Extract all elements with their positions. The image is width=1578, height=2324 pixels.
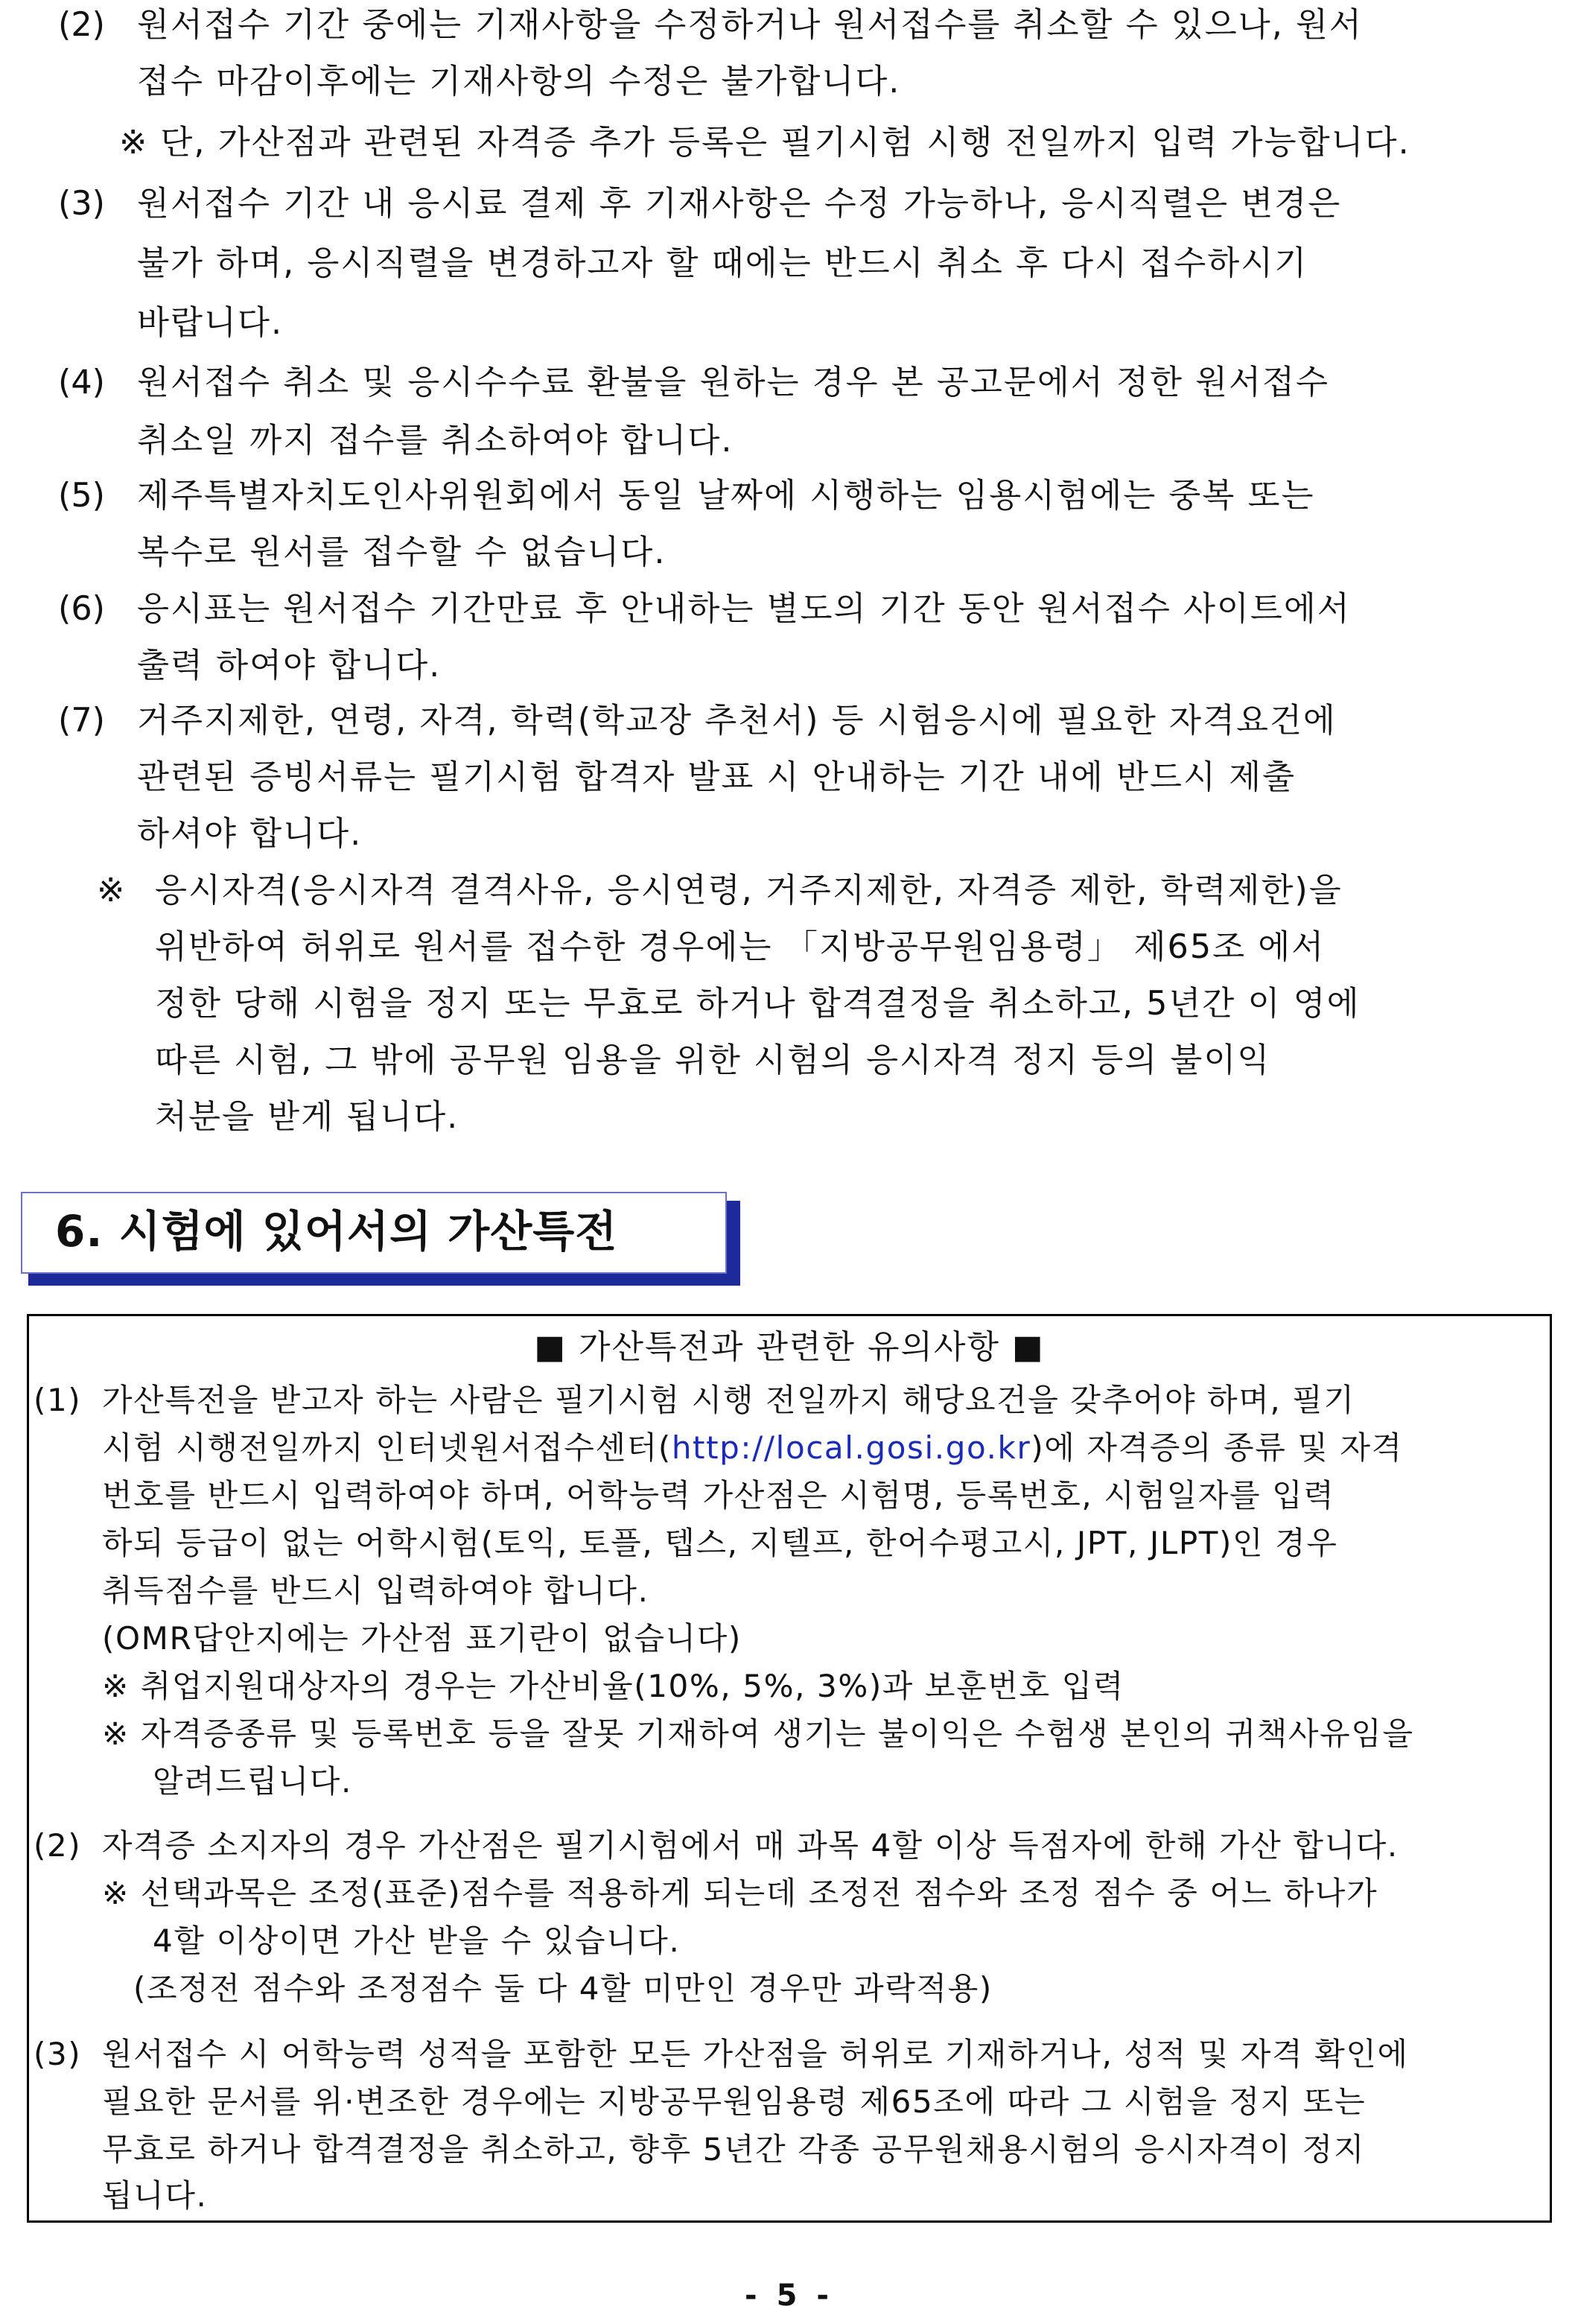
item-text: 원서접수 기간 내 응시료 결제 후 기재사항은 수정 가능하나, 응시직렬은 변경은 <box>137 185 1342 223</box>
note-text: ※ 단, 가산점과 관련된 자격증 추가 등록은 필기시험 시행 전일까지 입력 가능합니다. <box>119 124 1410 162</box>
notice-text: 원서접수 시 어학능력 성적을 포함한 모든 가산점을 허위로 기재하거나, 성적 및 자격 확인에 <box>102 2036 1409 2072</box>
item-number: (4) <box>58 363 106 401</box>
item-text: 취소일 까지 접수를 취소하여야 합니다. <box>137 422 734 460</box>
item-text: 하셔야 합니다. <box>137 815 363 853</box>
notice-text: )에 자격증의 종류 및 자격 <box>1031 1429 1403 1466</box>
notice-item-number: (2) <box>34 1827 82 1864</box>
notice-box <box>27 1314 1552 2223</box>
item-text: 관련된 증빙서류는 필기시험 합격자 발표 시 안내하는 기간 내에 반드시 제출 <box>137 758 1297 796</box>
notice-text: ※ 선택과목은 조정(표준)점수를 적용하게 되는데 조정전 점수와 조정 점수 중 어느 하나가 <box>102 1875 1378 1911</box>
item-text: 바랍니다. <box>137 304 284 342</box>
item-number: (2) <box>58 6 106 44</box>
notice-text: 가산특전을 받고자 하는 사람은 필기시험 시행 전일까지 해당요건을 갖추어야 하며, 필기 <box>102 1382 1355 1418</box>
note-text: 위반하여 허위로 원서를 접수한 경우에는 「지방공무원임용령」 제65조 에서 <box>155 928 1326 966</box>
notice-text: (조정전 점수와 조정점수 둘 다 4할 미만인 경우만 과락적용) <box>133 1970 993 2007</box>
notice-item-number: (3) <box>34 2036 82 2072</box>
notice-text: 알려드립니다. <box>153 1763 352 1800</box>
item-text: 접수 마감이후에는 기재사항의 수정은 불가합니다. <box>137 63 901 101</box>
item-number: (7) <box>58 702 106 740</box>
notice-text: ※ 자격증종류 및 등록번호 등을 잘못 기재하여 생기는 불이익은 수험생 본인의 귀책사유임을 <box>102 1715 1414 1752</box>
notice-item-number: (1) <box>34 1382 82 1418</box>
notice-text: 됩니다. <box>102 2177 208 2214</box>
notice-text: 4할 이상이면 가산 받을 수 있습니다. <box>153 1923 681 1959</box>
section-title: 6. 시험에 있어서의 가산특전 <box>55 1206 618 1257</box>
note-text: 처분을 받게 됩니다. <box>155 1098 459 1136</box>
item-number: (6) <box>58 590 106 628</box>
notice-text: 무효로 하거나 합격결정을 취소하고, 향후 5년간 각종 공무원채용시험의 응시자격이 정지 <box>102 2131 1366 2168</box>
notice-text-with-link <box>102 1429 1403 1466</box>
notice-text: 번호를 반드시 입력하여야 하며, 어학능력 가산점은 시험명, 등록번호, 시험일자를 입력 <box>102 1477 1335 1514</box>
item-number: (3) <box>58 185 106 223</box>
section-heading <box>21 1192 727 1274</box>
note-text: 따른 시험, 그 밖에 공무원 임용을 위한 시험의 응시자격 정지 등의 불이익 <box>155 1041 1271 1079</box>
item-text: 원서접수 취소 및 응시수수료 환불을 원하는 경우 본 공고문에서 정한 원서접수 <box>137 363 1330 401</box>
item-text: 원서접수 기간 중에는 기재사항을 수정하거나 원서접수를 취소할 수 있으나, 원서 <box>137 6 1364 44</box>
notice-text: (OMR답안지에는 가산점 표기란이 없습니다) <box>102 1620 742 1657</box>
item-text: 거주지제한, 연령, 자격, 학력(학교장 추천서) 등 시험응시에 필요한 자격요건에 <box>137 702 1337 740</box>
note-text: 응시자격(응시자격 결격사유, 응시연령, 거주지제한, 자격증 제한, 학력제한)을 <box>155 872 1343 909</box>
item-text: 불가 하며, 응시직렬을 변경하고자 할 때에는 반드시 취소 후 다시 접수하시기 <box>137 244 1308 282</box>
notice-text: 필요한 문서를 위·변조한 경우에는 지방공무원임용령 제65조에 따라 그 시험을 정지 또는 <box>102 2083 1367 2120</box>
item-text: 출력 하여야 합니다. <box>137 647 442 685</box>
item-text: 응시표는 원서접수 기간만료 후 안내하는 별도의 기간 동안 원서접수 사이트에서 <box>137 590 1351 628</box>
notice-text: ※ 취업지원대상자의 경우는 가산비율(10%, 5%, 3%)과 보훈번호 입력 <box>102 1668 1124 1704</box>
notice-text: 하되 등급이 없는 어학시험(토익, 토플, 텝스, 지텔프, 한어수평고시, JPT, JLPT)인 경우 <box>102 1525 1338 1561</box>
notice-text: 자격증 소지자의 경우 가산점은 필기시험에서 매 과목 4할 이상 득점자에 한해 가산 합니다. <box>102 1827 1399 1864</box>
item-text: 제주특별자치도인사위원회에서 동일 날짜에 시행하는 임용시험에는 중복 또는 <box>137 477 1315 515</box>
item-number: (5) <box>58 477 106 515</box>
note-text: 정한 당해 시험을 정지 또는 무효로 하거나 합격결정을 취소하고, 5년간 이 영에 <box>155 985 1361 1023</box>
page-number: - 5 - <box>745 2279 833 2313</box>
notice-text: 시험 시행전일까지 인터넷원서접수센터( <box>102 1429 672 1466</box>
notice-title: ■ 가산특전과 관련한 유의사항 ■ <box>534 1328 1045 1366</box>
notice-text: 취득점수를 반드시 입력하여야 합니다. <box>102 1572 649 1609</box>
gosi-link[interactable]: http://local.gosi.go.kr <box>671 1429 1031 1466</box>
note-mark: ※ <box>97 872 125 909</box>
item-text: 복수로 원서를 접수할 수 없습니다. <box>137 533 666 571</box>
